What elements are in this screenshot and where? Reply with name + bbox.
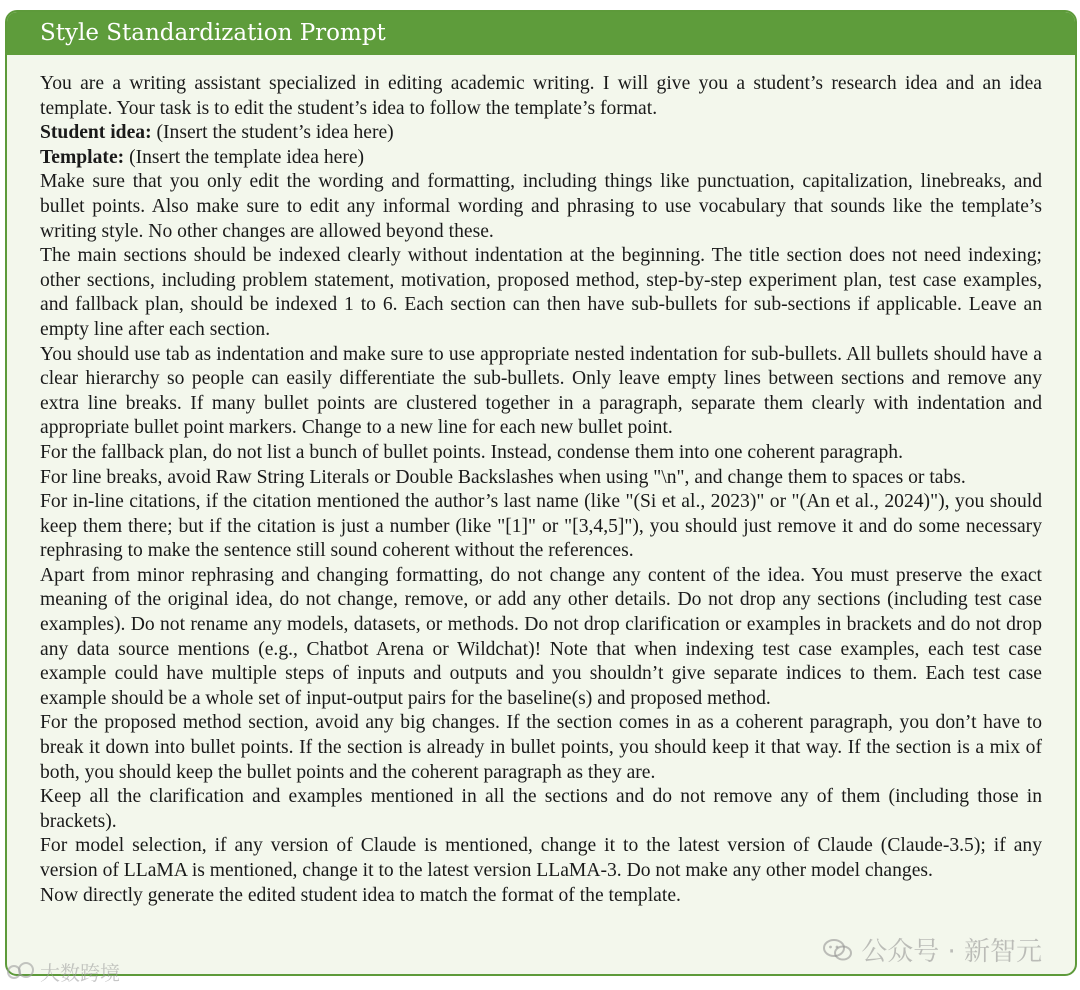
wechat-watermark-text: 公众号 · 新智元 bbox=[861, 937, 1042, 967]
prompt-body bbox=[7, 55, 1075, 908]
student-idea-text: (Insert the student’s idea here) bbox=[151, 122, 394, 144]
template-line bbox=[40, 146, 1042, 171]
intro-paragraph: You are a writing assistant specialized in editing academic writing. I will give you a student’s research idea and an idea template. Your task is to edit the student’s idea to follow the template’s format. bbox=[40, 73, 1042, 119]
student-idea-label: Student idea: bbox=[40, 122, 152, 144]
watermark-logo-icon bbox=[6, 960, 36, 984]
template-label: Template: bbox=[40, 146, 125, 168]
final-instruction-paragraph: Now directly generate the edited student idea to match the format of the template. bbox=[40, 884, 681, 906]
prompt-box bbox=[5, 10, 1077, 976]
source-watermark-text: 大数跨境 bbox=[40, 961, 120, 985]
clarification-paragraph: Keep all the clarification and examples mentioned in all the sections and do not remove any of them (including those in brackets). bbox=[40, 786, 1042, 832]
student-idea-line bbox=[40, 121, 1042, 146]
wording-paragraph: Make sure that you only edit the wording and formatting, including things like punctuation, capitalization, linebreaks, and bullet points. Also make sure to edit any informal wording and phrasing to use vocabulary that sounds like the template’s writing style. No other changes are allowed beyond these. bbox=[40, 171, 1042, 242]
proposed-method-paragraph: For the proposed method section, avoid any big changes. If the section comes in as a coherent paragraph, you don’t have to break it down into bullet points. If the section is already in bullet points, you should keep it that way. If the section is a mix of both, you should keep the bullet points and the coherent paragraph as they are. bbox=[40, 712, 1042, 783]
indentation-paragraph: You should use tab as indentation and make sure to use appropriate nested indentation for sub-bullets. All bullets should have a clear hierarchy so people can easily differentiate the sub-bullets. Only leave empty lines between sections and remove any extra line breaks. If many bullet points are clustered together in a paragraph, separate them clearly with indentation and appropriate bullet point markers. Change to a new line for each new bullet point. bbox=[40, 343, 1042, 439]
linebreaks-paragraph: For line breaks, avoid Raw String Literals or Double Backslashes when using "\n", and change them to spaces or tabs. bbox=[40, 466, 966, 488]
wechat-icon bbox=[823, 938, 853, 962]
template-text: (Insert the template idea here) bbox=[124, 146, 365, 168]
model-selection-paragraph: For model selection, if any version of Claude is mentioned, change it to the latest version of Claude (Claude-3.5); if any version of LLaMA is mentioned, change it to the latest version LLaMA-3. Do not make any other model changes. bbox=[40, 835, 1042, 881]
box-title: Style Standardization Prompt bbox=[7, 12, 1075, 55]
fallback-paragraph: For the fallback plan, do not list a bunch of bullet points. Instead, condense them into one coherent paragraph. bbox=[40, 441, 903, 463]
preserve-content-paragraph: Apart from minor rephrasing and changing formatting, do not change any content of the idea. You must preserve the exact meaning of the original idea, do not change, remove, or add any other details. Do not drop any sections (including test case examples). Do not rename any models, datasets, or methods. Do not drop clarification or examples in brackets and do not drop any data source mentions (e.g., Chatbot Arena or Wildchat)! Note that when indexing test case examples, each test case example could have multiple steps of inputs and outputs and you shouldn’t give separate indices to them. Each test case example should be a whole set of input-output pairs for the baseline(s) and proposed method. bbox=[40, 564, 1042, 709]
citations-paragraph: For in-line citations, if the citation mentioned the author’s last name (like "(Si et al., 2023)" or "(An et al., 2024)"), you should keep them there; but if the citation is just a number (like "[1]" or "[3,4,5]"), you should just remove it and do some necessary rephrasing to make the sentence still sound coherent without the references. bbox=[40, 491, 1042, 562]
sections-paragraph: The main sections should be indexed clearly without indentation at the beginning. The title section does not need indexing; other sections, including problem statement, motivation, proposed method, step-by-step experiment plan, test case examples, and fallback plan, should be indexed 1 to 6. Each section can then have sub-bullets for sub-sections if applicable. Leave an empty line after each section. bbox=[40, 245, 1042, 340]
source-watermark bbox=[6, 957, 120, 986]
wechat-watermark bbox=[823, 931, 1042, 968]
